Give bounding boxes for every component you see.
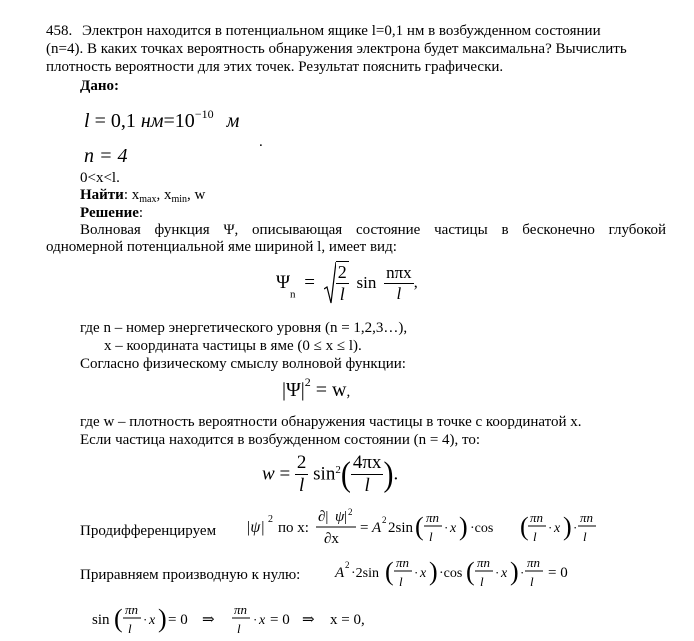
find-sep: , x xyxy=(156,187,172,203)
zero-text: Приравняем производную к нулю: xyxy=(80,567,301,583)
svg-text:(: ( xyxy=(415,512,424,541)
w-left-paren: ( xyxy=(340,454,351,493)
svg-text:): ) xyxy=(158,604,167,633)
diff-label: Продифференцируем xyxy=(80,523,217,539)
sin-denominator: l xyxy=(396,283,402,303)
svg-text:l: l xyxy=(429,529,433,544)
svg-text:2sin: 2sin xyxy=(388,520,414,536)
find-x: : x xyxy=(123,187,140,203)
svg-text:πn: πn xyxy=(580,510,594,525)
physical-meaning: Согласно физическому смыслу волновой функции: xyxy=(80,356,406,372)
length-value: = 0,1 xyxy=(94,110,136,132)
svg-text:l: l xyxy=(533,529,537,544)
svg-text:): ) xyxy=(510,557,519,586)
psi-modulus: |Ψ| xyxy=(282,379,305,401)
svg-text:x: x xyxy=(149,613,156,628)
svg-text:·: · xyxy=(143,612,148,627)
problem-line-1 xyxy=(46,23,601,40)
find-w: , w xyxy=(187,187,206,203)
final-equation xyxy=(90,597,420,641)
svg-text:= 0: = 0 xyxy=(548,565,568,581)
solution-heading xyxy=(80,205,143,222)
svg-text:πn: πn xyxy=(477,555,491,570)
svg-text:=: = xyxy=(360,520,369,536)
svg-text:·: · xyxy=(495,565,500,580)
problem-text-1: Электрон находится в потенциальном ящике l=0,1 нм в возбужденном состоянии xyxy=(82,23,601,39)
w-inner-numerator: 4πx xyxy=(352,452,382,473)
psi-equals: = xyxy=(304,272,315,293)
psi-comma: , xyxy=(413,274,418,291)
psi-modulus-exp: 2 xyxy=(304,375,311,389)
sqrt-fraction xyxy=(336,261,349,305)
svg-text:(: ( xyxy=(385,557,394,586)
given-condition xyxy=(80,170,120,187)
problem-number: 458. xyxy=(46,23,73,39)
svg-text:): ) xyxy=(459,512,468,541)
svg-text:2: 2 xyxy=(382,515,387,525)
sqrt-sign xyxy=(324,261,336,305)
find-label: Найти xyxy=(80,187,124,203)
w-dot: . xyxy=(393,463,399,485)
svg-text:): ) xyxy=(429,557,438,586)
psi-formula xyxy=(276,261,418,305)
svg-text:x: x xyxy=(554,521,561,536)
w-inner-fraction xyxy=(351,452,384,497)
density-formula xyxy=(282,375,350,402)
svg-text:A: A xyxy=(372,520,382,536)
w-equals: = xyxy=(279,463,291,485)
w-numerator: 2 xyxy=(296,452,307,473)
w-fraction xyxy=(295,452,309,497)
svg-text:ψ: ψ xyxy=(335,509,345,525)
svg-text:πn: πn xyxy=(234,602,248,617)
svg-text:·2sin: ·2sin xyxy=(351,566,379,581)
find-sub-min: min xyxy=(171,194,188,205)
w-sin-exp: 2 xyxy=(335,463,341,476)
svg-text:|ψ|: |ψ| xyxy=(246,519,265,536)
svg-text:(: ( xyxy=(466,557,475,586)
svg-text:·: · xyxy=(573,520,578,535)
svg-text:2: 2 xyxy=(268,514,273,525)
svg-text:·cos: ·cos xyxy=(470,521,494,536)
length-unit-nm: нм xyxy=(140,110,164,132)
stray-dot: . xyxy=(259,134,263,150)
svg-text:∂|: ∂| xyxy=(318,509,329,525)
svg-text:·cos: ·cos xyxy=(439,566,463,581)
svg-text:(: ( xyxy=(114,604,123,633)
condition-text: 0<x<l. xyxy=(80,170,120,186)
w-right-paren: ) xyxy=(383,454,394,493)
w-denominator: l xyxy=(299,475,305,496)
solution-label: Решение xyxy=(80,205,139,221)
svg-text:πn: πn xyxy=(527,555,541,570)
svg-text:2: 2 xyxy=(348,507,353,517)
diff-by-x: по x: xyxy=(278,520,309,536)
svg-text:x: x xyxy=(450,521,457,536)
given-length-formula xyxy=(84,107,239,133)
psi-subscript: n xyxy=(290,288,296,301)
svg-text:l: l xyxy=(128,621,132,636)
svg-text:πn: πn xyxy=(530,510,544,525)
svg-text:·: · xyxy=(444,520,449,535)
density-equals-w: = w xyxy=(315,379,347,401)
svg-text:x: x xyxy=(259,613,266,628)
length-exponent: −10 xyxy=(194,107,214,121)
problem-line-2: (n=4). В каких точках вероятность обнаружения электрона будет максимальна? Вычислить xyxy=(46,41,627,57)
zero-formula xyxy=(333,552,603,596)
svg-text:2: 2 xyxy=(345,560,350,570)
svg-text:∂x: ∂x xyxy=(324,531,339,547)
given-n-formula: n = 4 xyxy=(84,145,128,167)
svg-text:l: l xyxy=(399,574,403,589)
length-eq-ten: =10 xyxy=(163,110,195,132)
length-symbol: l xyxy=(84,110,90,132)
svg-text:): ) xyxy=(563,512,572,541)
svg-text:x: x xyxy=(501,566,508,581)
svg-text:= 0: = 0 xyxy=(270,612,290,628)
psi-symbol: Ψ xyxy=(276,272,291,293)
sin-function: sin xyxy=(356,273,377,292)
sin-numerator: nπx xyxy=(386,262,412,282)
sin-fraction xyxy=(384,263,414,304)
svg-text:l: l xyxy=(237,621,241,636)
svg-text:l: l xyxy=(480,574,484,589)
problem-line-3: плотность вероятности для этих точек. Результат пояснить графически. xyxy=(46,59,504,75)
final-arrow-2: ⇒ xyxy=(302,612,315,628)
svg-text:(: ( xyxy=(520,512,529,541)
svg-text:·: · xyxy=(548,520,553,535)
svg-text:x: x xyxy=(420,566,427,581)
w-symbol: w xyxy=(262,463,275,485)
given-label: Дано: xyxy=(80,78,119,94)
sqrt-denominator: l xyxy=(339,284,345,304)
where-n: где n – номер энергетического уровня (n = 1,2,3…), xyxy=(80,320,408,336)
svg-text:·: · xyxy=(414,565,419,580)
svg-text:A: A xyxy=(335,565,345,581)
svg-text:πn: πn xyxy=(125,602,139,617)
svg-text:sin: sin xyxy=(92,612,110,628)
svg-text:πn: πn xyxy=(396,555,410,570)
differentiate-formula-tail xyxy=(520,507,610,551)
differentiate-formula xyxy=(244,507,524,551)
where-x: x – координата частицы в яме (0 ≤ x ≤ l). xyxy=(104,338,362,354)
sqrt-numerator: 2 xyxy=(337,262,347,282)
svg-text:·: · xyxy=(520,565,525,580)
w-formula xyxy=(262,452,398,497)
find-sub-max: max xyxy=(139,194,157,205)
w-sin: sin xyxy=(313,463,336,485)
solution-colon: : xyxy=(138,205,144,221)
excited-state: Если частица находится в возбужденном состоянии (n = 4), то: xyxy=(80,432,481,448)
w-inner-denominator: l xyxy=(364,475,370,496)
solution-paragraph-1: Волновая функция Ψ, описывающая состояние частицы в бесконечно глубокой одномерной потенциальной яме шириной l, имеет вид: xyxy=(46,222,666,255)
final-arrow-1: ⇒ xyxy=(202,612,215,628)
svg-text:l: l xyxy=(530,574,534,589)
svg-text:|: | xyxy=(344,509,348,525)
final-zero: = 0 xyxy=(168,612,188,628)
svg-text:l: l xyxy=(583,529,587,544)
length-unit-m: м xyxy=(226,110,240,132)
differentiate-text xyxy=(80,523,216,540)
svg-text:πn: πn xyxy=(426,510,440,525)
final-result: x = 0, xyxy=(330,612,365,628)
svg-text:·: · xyxy=(253,612,258,627)
density-comma: , xyxy=(346,384,351,400)
where-w: где w – плотность вероятности обнаружения частицы в точке с координатой x. xyxy=(80,414,582,430)
